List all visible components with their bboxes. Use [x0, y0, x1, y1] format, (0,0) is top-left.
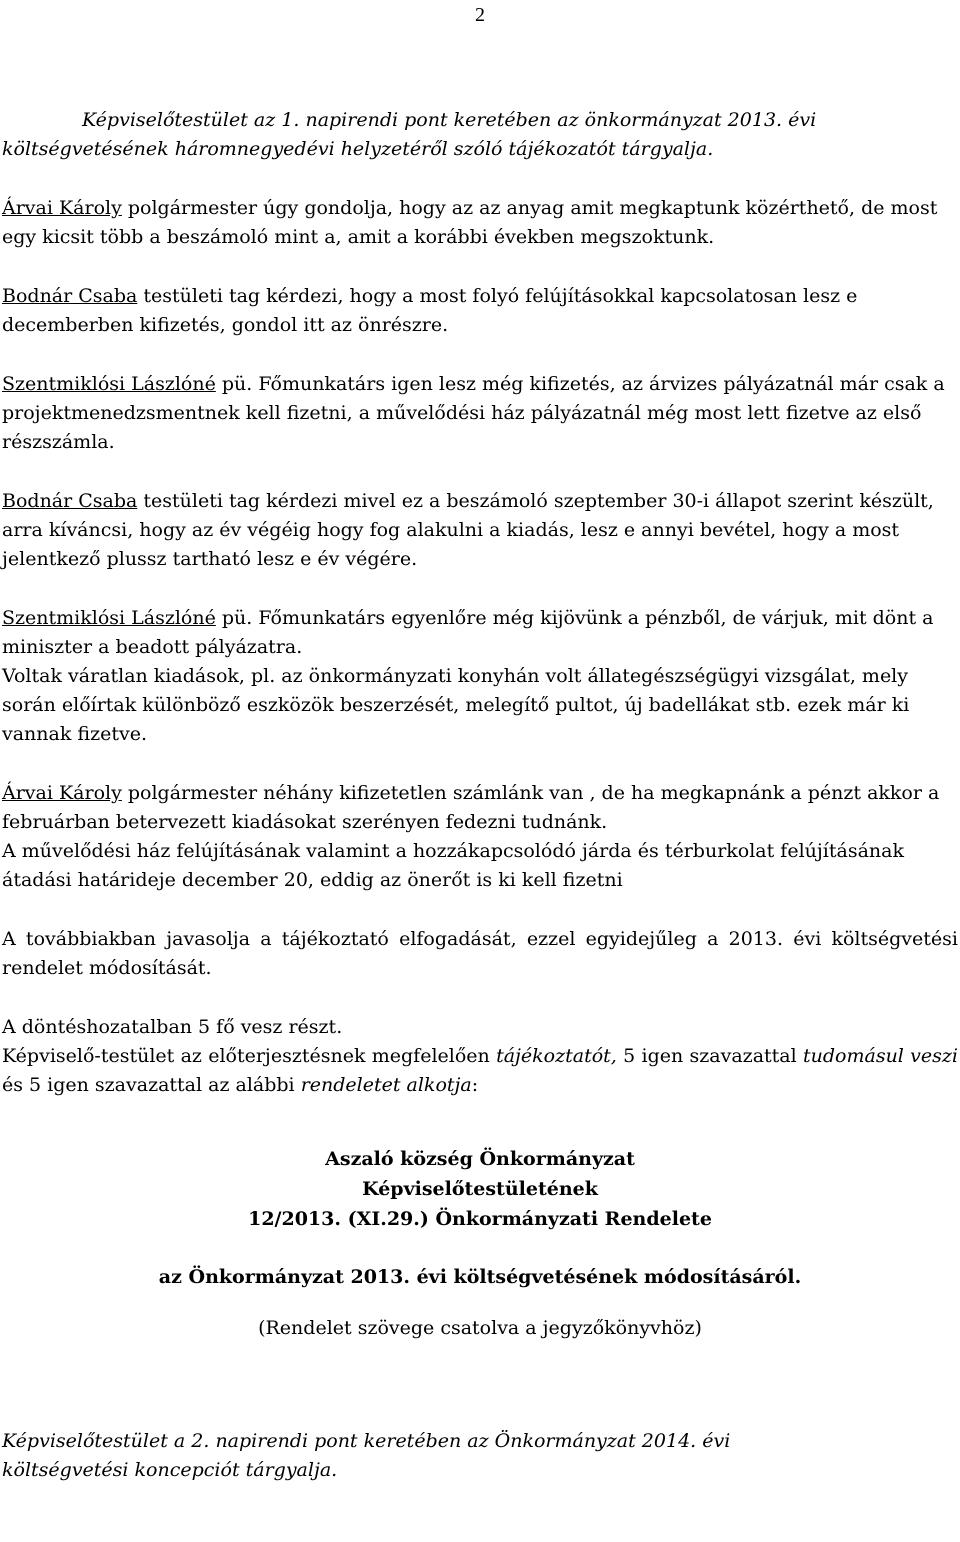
speaker-name: Árvai Károly — [2, 782, 122, 804]
speech-text: testületi tag kérdezi, hogy a most folyó felújításokkal kapcsolatosan lesz e decemberben kifizetés, gondol itt az önrészre. — [2, 285, 858, 336]
vote-result — [2, 1042, 958, 1100]
vote-italic-2: tudomásul veszi — [803, 1045, 958, 1067]
document-body — [2, 106, 958, 1485]
paragraph-szentmiklosi-2 — [2, 604, 958, 749]
page-number: 2 — [475, 4, 485, 26]
paragraph-continuation: A művelődési ház felújításának valamint a hozzákapcsolódó járda és térburkolat felújításának átadási határideje december 20, eddig az önerőt is ki kell fizetni — [2, 840, 904, 891]
paragraph-proposal — [2, 925, 958, 983]
vote-text-3: és 5 igen szavazattal az alábbi — [2, 1074, 301, 1096]
agenda-item-1 — [2, 106, 958, 164]
speaker-name: Árvai Károly — [2, 197, 122, 219]
decree-issuer: Aszaló község Önkormányzat — [325, 1148, 635, 1170]
vote-participants: A döntéshozatalban 5 fő vesz részt. — [2, 1016, 343, 1038]
vote-section — [2, 1013, 958, 1100]
vote-text-4: : — [471, 1074, 479, 1096]
decree-attachment-note — [2, 1314, 958, 1343]
speech-text: polgármester úgy gondolja, hogy az az anyag amit megkaptunk közérthető, de most egy kicsit több a beszámoló mint a, amit a korábbi években megszoktunk. — [2, 197, 938, 248]
paragraph-text — [2, 282, 958, 340]
speech-text: polgármester néhány kifizetetlen számlánk van , de ha megkapnánk a pénzt akkor a februárban betervezett kiadásokat szerényen fedezni tudnánk. — [2, 782, 940, 833]
vote-text-2: 5 igen szavazattal — [616, 1045, 803, 1067]
paragraph-text — [2, 194, 958, 252]
decree-title: az Önkormányzat 2013. évi költségvetésének módosításáról. — [158, 1266, 802, 1288]
vote-text-1: Képviselő-testület az előterjesztésnek megfelelően — [2, 1045, 497, 1067]
decree-heading — [2, 1144, 958, 1292]
decree-body: Képviselőtestületének — [362, 1178, 598, 1200]
paragraph-arvai-1 — [2, 194, 958, 252]
paragraph-continuation: Voltak váratlan kiadások, pl. az önkormányzati konyhán volt állategészségügyi vizsgálat, mely során előírtak különböző eszközök beszerzését, melegítő pultot, új badellákat stb. ezek már ki vannak fizetve. — [2, 665, 910, 745]
agenda-1-line-2: költségvetésének háromnegyedévi helyzetéről szóló tájékozatót tárgyalja. — [2, 138, 714, 160]
paragraph-text — [2, 370, 958, 457]
speech-text: testületi tag kérdezi mivel ez a beszámoló szeptember 30-i állapot szerint készült, arra kíváncsi, hogy az év végéig hogy fog alakulni a kiadás, lesz e annyi bevétel, hogy a most jelentkező plussz tartható lesz e év végére. — [2, 490, 934, 570]
paragraph-szentmiklosi-1 — [2, 370, 958, 457]
paragraph-arvai-2 — [2, 779, 958, 895]
agenda-2-line-1: Képviselőtestület a 2. napirendi pont keretében az Önkormányzat 2014. évi — [2, 1430, 731, 1452]
attachment-text: (Rendelet szövege csatolva a jegyzőkönyvhöz) — [258, 1317, 702, 1339]
vote-italic-3: rendeletet alkotja — [300, 1074, 472, 1096]
agenda-2-line-2: költségvetési koncepciót tárgyalja. — [2, 1459, 338, 1481]
paragraph-text — [2, 779, 958, 837]
vote-italic-1: tájékoztatót, — [496, 1045, 617, 1067]
speaker-name: Bodnár Csaba — [2, 490, 138, 512]
paragraph-text — [2, 487, 958, 574]
paragraph-bodnar-1 — [2, 282, 958, 340]
agenda-item-2 — [2, 1427, 958, 1485]
speaker-name: Szentmiklósi Lászlóné — [2, 607, 216, 629]
paragraph-text — [2, 604, 958, 662]
agenda-1-line-1: Képviselőtestület az 1. napirendi pont keretében az önkormányzat 2013. évi — [82, 109, 817, 131]
speech-text: pü. Főmunkatárs egyenlőre még kijövünk a pénzből, de várjuk, mit dönt a miniszter a beadott pályázatra. — [2, 607, 934, 658]
speaker-name: Szentmiklósi Lászlóné — [2, 373, 216, 395]
paragraph-bodnar-2 — [2, 487, 958, 574]
speaker-name: Bodnár Csaba — [2, 285, 138, 307]
proposal-text: A továbbiakban javasolja a tájékoztató elfogadását, ezzel egyidejűleg a 2013. évi költségvetési rendelet módosítását. — [2, 928, 958, 979]
decree-number: 12/2013. (XI.29.) Önkormányzati Rendelete — [248, 1208, 712, 1230]
speech-text: pü. Főmunkatárs igen lesz még kifizetés, az árvizes pályázatnál már csak a projektmenedzsmentnek kell fizetni, a művelődési ház pályázatnál még most lett fizetve az első részszámla. — [2, 373, 945, 453]
